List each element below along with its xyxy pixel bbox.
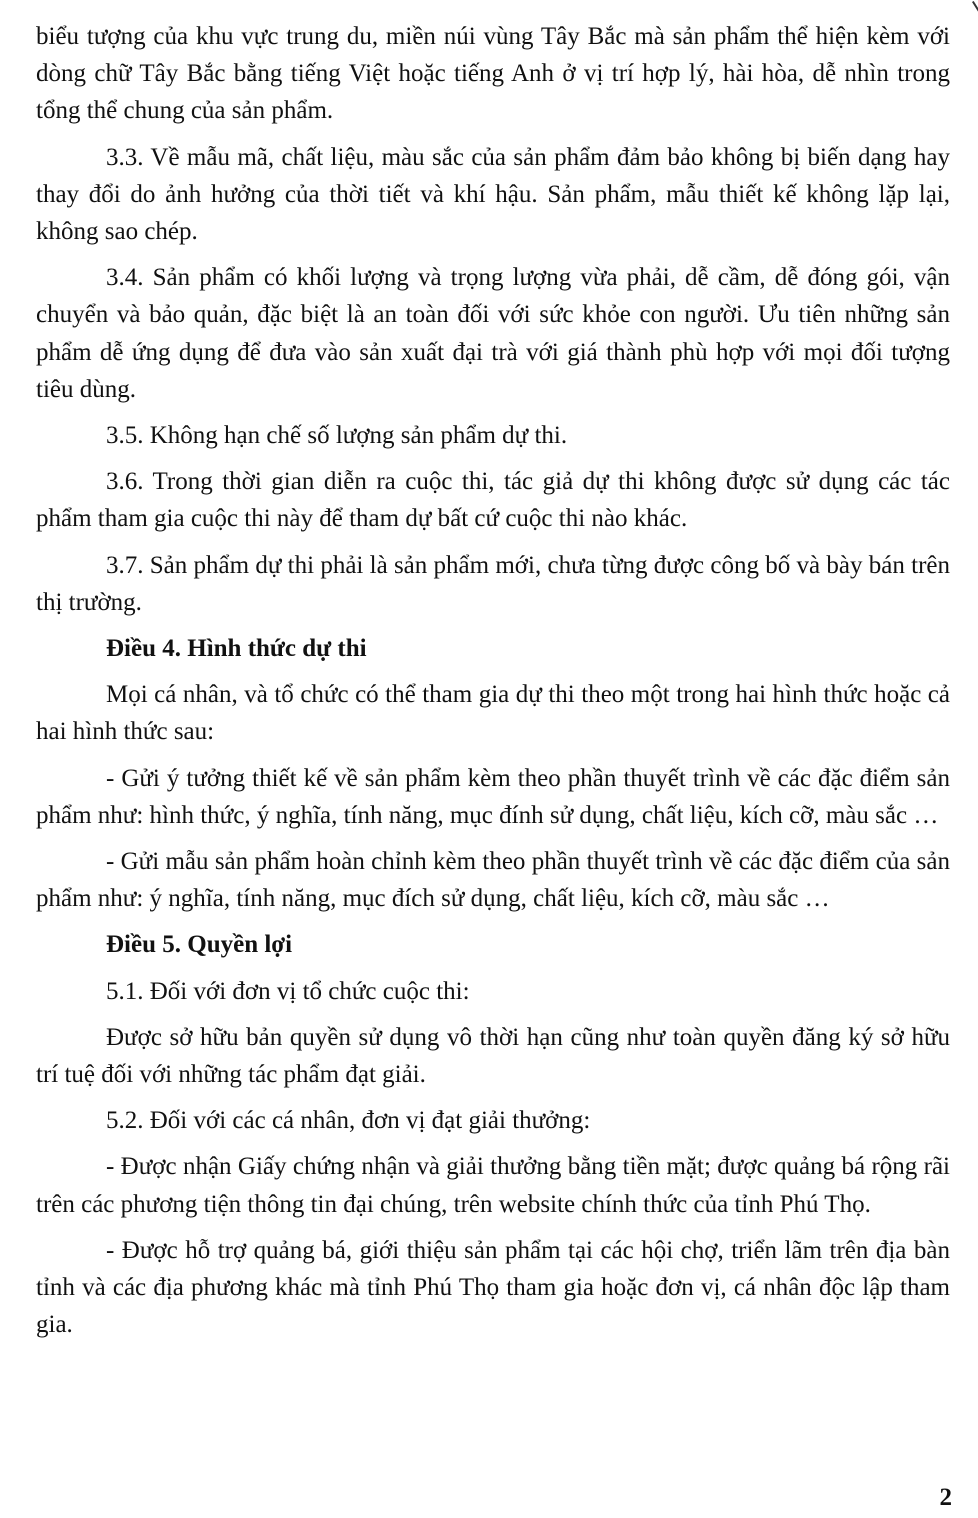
paragraph: 5.2. Đối với các cá nhân, đơn vị đạt giải thưởng: <box>106 1107 591 1135</box>
section-heading: Điều 4. Hình thức dự thi <box>106 635 367 663</box>
paragraph: 3.3. Về mẫu mã, chất liệu, màu sắc của sản phẩm đảm bảo không bị biến dạng hay thay đổi do ảnh hưởng của thời tiết và khí hậu. Sản phẩm, mẫu thiết kế không lặp lại, không sao chép. <box>36 143 950 246</box>
page-number: 2 <box>939 1484 952 1511</box>
paragraph: 3.6. Trong thời gian diễn ra cuộc thi, tác giả dự thi không được sử dụng các tác phẩm tham gia cuộc thi này để tham dự bất cứ cuộc thi nào khác. <box>36 468 950 533</box>
paragraph: - Được hỗ trợ quảng bá, giới thiệu sản phẩm tại các hội chợ, triển lãm trên địa bàn tỉnh và các địa phương khác mà tỉnh Phú Thọ tham gia hoặc đơn vị, cá nhân độc lập tham gia. <box>36 1236 950 1339</box>
paragraph: - Được nhận Giấy chứng nhận và giải thưởng bằng tiền mặt; được quảng bá rộng rãi trên các phương tiện thông tin đại chúng, trên website chính thức của tỉnh Phú Thọ. <box>36 1153 950 1218</box>
paragraph: - Gửi mẫu sản phẩm hoàn chỉnh kèm theo phần thuyết trình về các đặc điểm của sản phẩm như: ý nghĩa, tính năng, mục đích sử dụng, chất liệu, kích cỡ, màu sắc … <box>36 848 950 913</box>
paragraph: Được sở hữu bản quyền sử dụng vô thời hạn cũng như toàn quyền đăng ký sở hữu trí tuệ đối với những tác phẩm đạt giải. <box>36 1023 950 1089</box>
section-heading: Điều 5. Quyền lợi <box>106 931 293 959</box>
paragraph: 3.7. Sản phẩm dự thi phải là sản phẩm mới, chưa từng được công bố và bày bán trên thị trường. <box>36 551 950 616</box>
paragraph: 5.1. Đối với đơn vị tổ chức cuộc thi: <box>106 977 470 1005</box>
paragraph: - Gửi ý tưởng thiết kế về sản phẩm kèm theo phần thuyết trình về các đặc điểm sản phẩm như: hình thức, ý nghĩa, tính năng, mục đính sử dụng, chất liệu, kích cỡ, màu sắc … <box>36 764 950 829</box>
paragraph: 3.5. Không hạn chế số lượng sản phẩm dự thi. <box>106 422 568 450</box>
paragraph: 3.4. Sản phẩm có khối lượng và trọng lượng vừa phải, dễ cầm, dễ đóng gói, vận chuyển và bảo quản, đặc biệt là an toàn đối với sức khỏe con người. Ưu tiên những sản phẩm dễ ứng dụng để đưa vào sản xuất đại trà với giá thành phù hợp với mọi đối tượng tiêu dùng. <box>36 264 950 403</box>
paragraph: Mọi cá nhân, và tổ chức có thể tham gia dự thi theo một trong hai hình thức hoặc cả hai hình thức sau: <box>36 681 950 746</box>
paragraph: biểu tượng của khu vực trung du, miền núi vùng Tây Bắc mà sản phẩm thể hiện kèm với dòng chữ Tây Bắc bằng tiếng Việt hoặc tiếng Anh ở vị trí hợp lý, hài hòa, dễ nhìn trong tổng thể chung của sản phẩm. <box>36 23 950 125</box>
document-body <box>36 18 950 1344</box>
